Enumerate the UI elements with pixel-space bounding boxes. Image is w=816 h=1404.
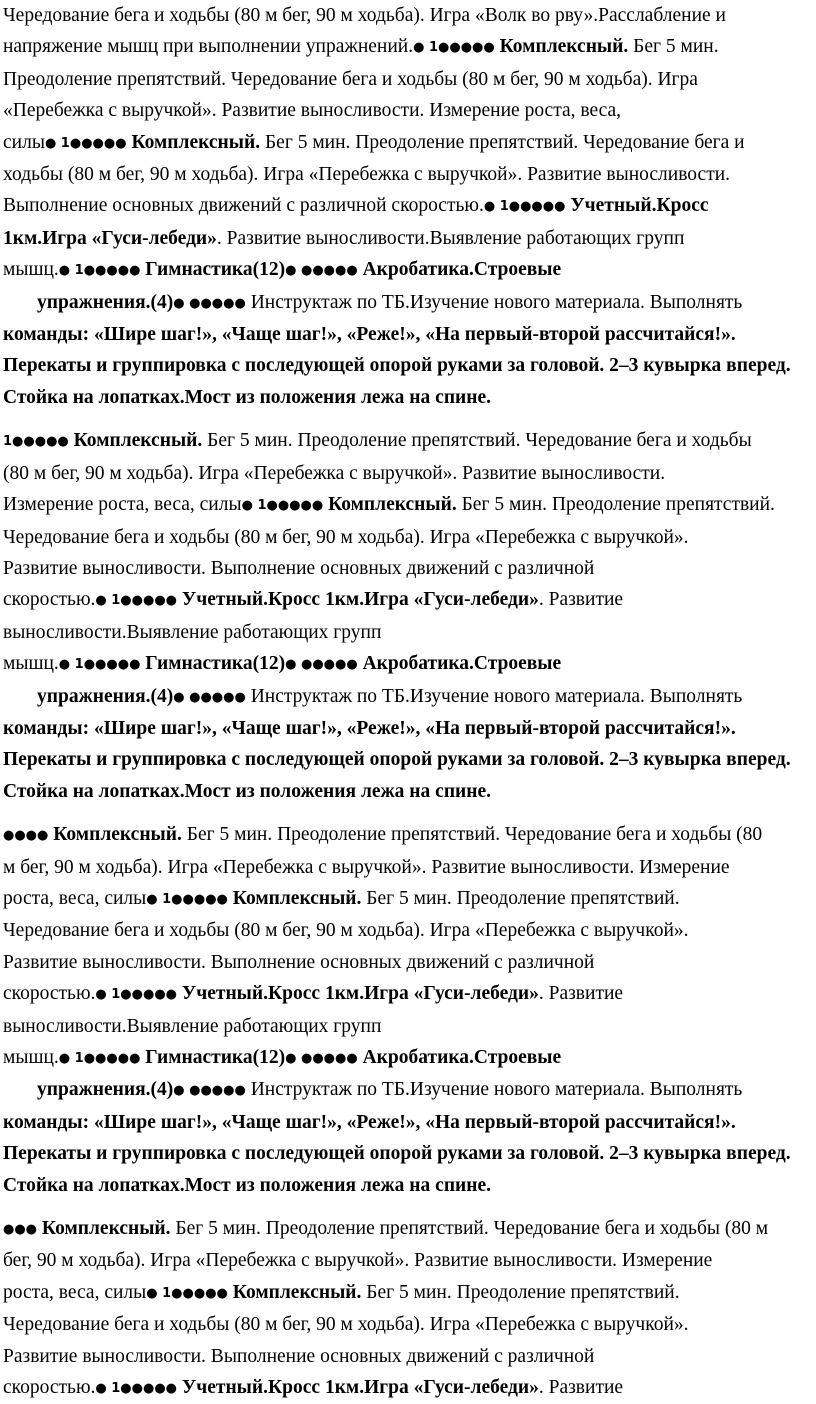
- text-run: скоростью.: [3, 589, 96, 611]
- bold-text: Гимнастика(12): [145, 259, 286, 281]
- text-line: [3, 584, 810, 616]
- text-run: Бег 5 мин. Преодоление препятствий.: [456, 494, 775, 516]
- bullet-glyphs: ● ●●●●●: [173, 295, 246, 311]
- text-run: Чередование бега и ходьбы (80 м бег, 90 м ходьба). Игра «Перебежка с выручкой».: [3, 920, 689, 942]
- bold-text: Стойка на лопатках.Мост из положения лежа на спине.: [3, 780, 492, 802]
- bullet-glyphs: ●●●: [3, 1222, 38, 1238]
- text-run: скоростью.: [3, 983, 96, 1005]
- text-line: [3, 776, 810, 807]
- bold-text: 1км.Игра «Гуси-лебеди»: [3, 227, 217, 249]
- text-line: [3, 31, 810, 63]
- text-line: [3, 159, 810, 190]
- text-line: [3, 1042, 810, 1074]
- text-line: [3, 852, 810, 883]
- bullet-glyphs: ● ●●●●●: [173, 1083, 246, 1099]
- paragraph-gap: [3, 1201, 810, 1213]
- bullet-glyphs: ● 1●●●●●: [95, 593, 178, 609]
- text-run: Бег 5 мин. Преодоление препятствий. Чередование бега и ходьбы (80 м: [170, 1218, 769, 1240]
- bold-text: упражнения.(4): [37, 291, 174, 313]
- text-line: [3, 1213, 810, 1245]
- bullet-glyphs: ● 1●●●●●: [146, 891, 228, 907]
- text-line: [3, 0, 810, 31]
- text-run: Бег 5 мин. Преодоление препятствий. Чередование бега и: [260, 131, 745, 153]
- text-run: . Развитие выносливости.Выявление работающих групп: [216, 227, 685, 249]
- text-run: . Развитие: [538, 1377, 624, 1399]
- text-line: [3, 350, 810, 381]
- bold-text: Стойка на лопатках.Мост из положения лежа на спине.: [3, 386, 492, 408]
- bold-text: Учетный.Кросс 1км.Игра «Гуси-лебеди»: [181, 983, 539, 1005]
- text-line: [3, 744, 810, 775]
- bullet-glyphs: ● 1●●●●●: [241, 498, 324, 514]
- text-line: [3, 1170, 810, 1201]
- text-line: [3, 713, 810, 744]
- text-run: роста, веса, силы: [3, 887, 147, 909]
- bullet-glyphs: ● ●●●●●: [285, 263, 358, 279]
- text-run: . Развитие: [538, 589, 624, 611]
- text-line: [3, 1245, 810, 1276]
- text-run: (80 м бег, 90 м ходьба). Игра «Перебежка с выручкой». Развитие выносливости.: [3, 462, 666, 484]
- bold-text: Комплексный.: [73, 430, 203, 452]
- text-run: Чередование бега и ходьбы (80 м бег, 90 м ходьба). Игра «Волк во рву».Расслабление и: [3, 5, 726, 26]
- text-run: ходьбы (80 м бег, 90 м ходьба). Игра «Перебежка с выручкой». Развитие выносливости.: [3, 164, 731, 186]
- text-line: [3, 1107, 810, 1138]
- text-line: [3, 287, 810, 319]
- bold-text: команды: «Шире шаг!», «Чаще шаг!», «Реже!», «На первый-второй рассчитайся!».: [3, 1111, 736, 1133]
- text-run: Чередование бега и ходьбы (80 м бег, 90 м ходьба). Игра «Перебежка с выручкой».: [3, 1314, 689, 1336]
- text-run: напряжение мышц при выполнении упражнений.: [3, 36, 414, 58]
- text-line: [3, 819, 810, 851]
- bold-text: Перекаты и группировка с последующей опорой руками за головой. 2–3 кувырка вперед.: [3, 1143, 791, 1165]
- text-run: Бег 5 мин.: [628, 36, 719, 58]
- text-line: [3, 947, 810, 978]
- bold-text: упражнения.(4): [37, 1079, 174, 1101]
- text-run: силы: [3, 131, 45, 153]
- bold-text: Акробатика.Строевые: [362, 653, 562, 675]
- bullet-glyphs: ● 1●●●●●: [95, 987, 178, 1003]
- text-run: Измерение роста, веса, силы: [3, 494, 242, 516]
- paragraph: [3, 425, 810, 807]
- bold-text: Комплексный.: [232, 887, 362, 909]
- text-line: [3, 915, 810, 946]
- bold-text: команды: «Шире шаг!», «Чаще шаг!», «Реже!», «На первый-второй рассчитайся!».: [3, 324, 736, 346]
- bold-text: Акробатика.Строевые: [362, 1047, 562, 1068]
- bullet-glyphs: ● 1●●●●●: [58, 657, 141, 673]
- text-line: [3, 64, 810, 95]
- text-line: [3, 1372, 810, 1404]
- bullet-glyphs: ● 1●●●●●: [146, 1285, 228, 1301]
- bold-text: Перекаты и группировка с последующей опорой руками за головой. 2–3 кувырка вперед.: [3, 355, 791, 377]
- text-run: роста, веса, силы: [3, 1281, 147, 1303]
- text-run: выносливости.Выявление работающих групп: [3, 1015, 382, 1037]
- bold-text: Перекаты и группировка с последующей опорой руками за головой. 2–3 кувырка вперед.: [3, 749, 791, 771]
- text-run: Бег 5 мин. Преодоление препятствий. Чередование бега и ходьбы: [202, 430, 752, 452]
- paragraph: [3, 819, 810, 1201]
- bullet-glyphs: ● 1●●●●●: [58, 1051, 141, 1066]
- bullet-glyphs: ● 1●●●●●: [413, 40, 495, 56]
- text-run: Бег 5 мин. Преодоление препятствий. Чередование бега и ходьбы (80: [181, 824, 763, 846]
- text-line: [3, 1309, 810, 1340]
- paragraph: [3, 0, 810, 413]
- text-line: [3, 522, 810, 553]
- text-line: [3, 319, 810, 350]
- text-line: [3, 458, 810, 489]
- text-run: Выполнение основных движений с различной скоростью.: [3, 195, 484, 217]
- text-run: мышц.: [3, 1047, 59, 1068]
- paragraph: [3, 1213, 810, 1404]
- text-run: выносливости.Выявление работающих групп: [3, 621, 382, 643]
- bullet-glyphs: ● 1●●●●●: [95, 1381, 178, 1397]
- text-run: Бег 5 мин. Преодоление препятствий.: [361, 1281, 680, 1303]
- bold-text: команды: «Шире шаг!», «Чаще шаг!», «Реже!», «На первый-второй рассчитайся!».: [3, 717, 736, 739]
- text-run: Развитие выносливости. Выполнение основных движений с различной: [3, 951, 595, 973]
- bullet-glyphs: 1●●●●●: [3, 434, 69, 450]
- text-run: скоростью.: [3, 1377, 96, 1399]
- bold-text: Учетный.Кросс 1км.Игра «Гуси-лебеди»: [181, 589, 539, 611]
- text-run: Развитие выносливости. Выполнение основных движений с различной: [3, 1345, 595, 1367]
- bullet-glyphs: ● ●●●●●: [173, 689, 246, 705]
- text-run: Инструктаж по ТБ.Изучение нового материала. Выполнять: [245, 685, 743, 707]
- text-run: «Перебежка с выручкой». Развитие выносливости. Измерение роста, веса,: [3, 100, 622, 122]
- bold-text: Гимнастика(12): [145, 1047, 286, 1068]
- bold-text: Комплексный.: [328, 494, 457, 516]
- bold-text: Комплексный.: [232, 1281, 362, 1303]
- text-line: [3, 190, 810, 222]
- paragraph-gap: [3, 807, 810, 819]
- bullet-glyphs: ●●●●: [3, 828, 49, 844]
- text-run: Инструктаж по ТБ.Изучение нового материала. Выполнять: [245, 291, 743, 313]
- text-line: [3, 553, 810, 584]
- paragraph-gap: [3, 413, 810, 425]
- text-line: [3, 489, 810, 521]
- text-run: . Развитие: [538, 983, 624, 1005]
- bold-text: Комплексный.: [41, 1218, 171, 1240]
- bullet-glyphs: ● 1●●●●●: [58, 263, 141, 279]
- text-line: [3, 95, 810, 126]
- text-run: мышц.: [3, 259, 59, 281]
- bold-text: Комплексный.: [499, 36, 629, 58]
- bold-text: Учетный.Кросс: [570, 195, 709, 217]
- bold-text: Стойка на лопатках.Мост из положения лежа на спине.: [3, 1174, 492, 1196]
- text-run: Развитие выносливости. Выполнение основных движений с различной: [3, 557, 595, 579]
- text-line: [3, 223, 810, 254]
- bullet-glyphs: ● ●●●●●: [285, 657, 358, 673]
- text-line: [3, 978, 810, 1010]
- text-line: [3, 617, 810, 648]
- bold-text: Комплексный.: [53, 824, 182, 846]
- bullet-glyphs: ● ●●●●●: [285, 1051, 358, 1066]
- text-run: Бег 5 мин. Преодоление препятствий.: [361, 887, 680, 909]
- bullet-glyphs: ● 1●●●●●: [483, 199, 566, 215]
- text-line: [3, 254, 810, 286]
- text-line: [3, 648, 810, 680]
- text-run: Инструктаж по ТБ.Изучение нового материала. Выполнять: [245, 1079, 743, 1101]
- text-run: Чередование бега и ходьбы (80 м бег, 90 м ходьба). Игра «Перебежка с выручкой».: [3, 526, 689, 548]
- bold-text: Акробатика.Строевые: [362, 259, 562, 281]
- text-run: м бег, 90 м ходьба). Игра «Перебежка с выручкой». Развитие выносливости. Измерение: [3, 856, 730, 878]
- bold-text: Гимнастика(12): [145, 653, 286, 675]
- text-line: [3, 425, 810, 457]
- bold-text: упражнения.(4): [37, 685, 174, 707]
- text-run: бег, 90 м ходьба). Игра «Перебежка с выручкой». Развитие выносливости. Измерение: [3, 1250, 713, 1272]
- text-line: [3, 1011, 810, 1042]
- text-line: [3, 1341, 810, 1372]
- bullet-glyphs: ● 1●●●●●: [44, 135, 127, 151]
- text-line: [3, 127, 810, 159]
- text-line: [3, 1138, 810, 1169]
- text-line: [3, 382, 810, 413]
- bold-text: Комплексный.: [131, 131, 261, 153]
- text-line: [3, 883, 810, 915]
- text-line: [3, 681, 810, 713]
- text-line: [3, 1074, 810, 1106]
- text-line: [3, 1277, 810, 1309]
- bold-text: Учетный.Кросс 1км.Игра «Гуси-лебеди»: [181, 1377, 539, 1399]
- text-run: мышц.: [3, 653, 59, 675]
- text-run: Преодоление препятствий. Чередование бега и ходьбы (80 м бег, 90 м ходьба). Игра: [3, 68, 698, 90]
